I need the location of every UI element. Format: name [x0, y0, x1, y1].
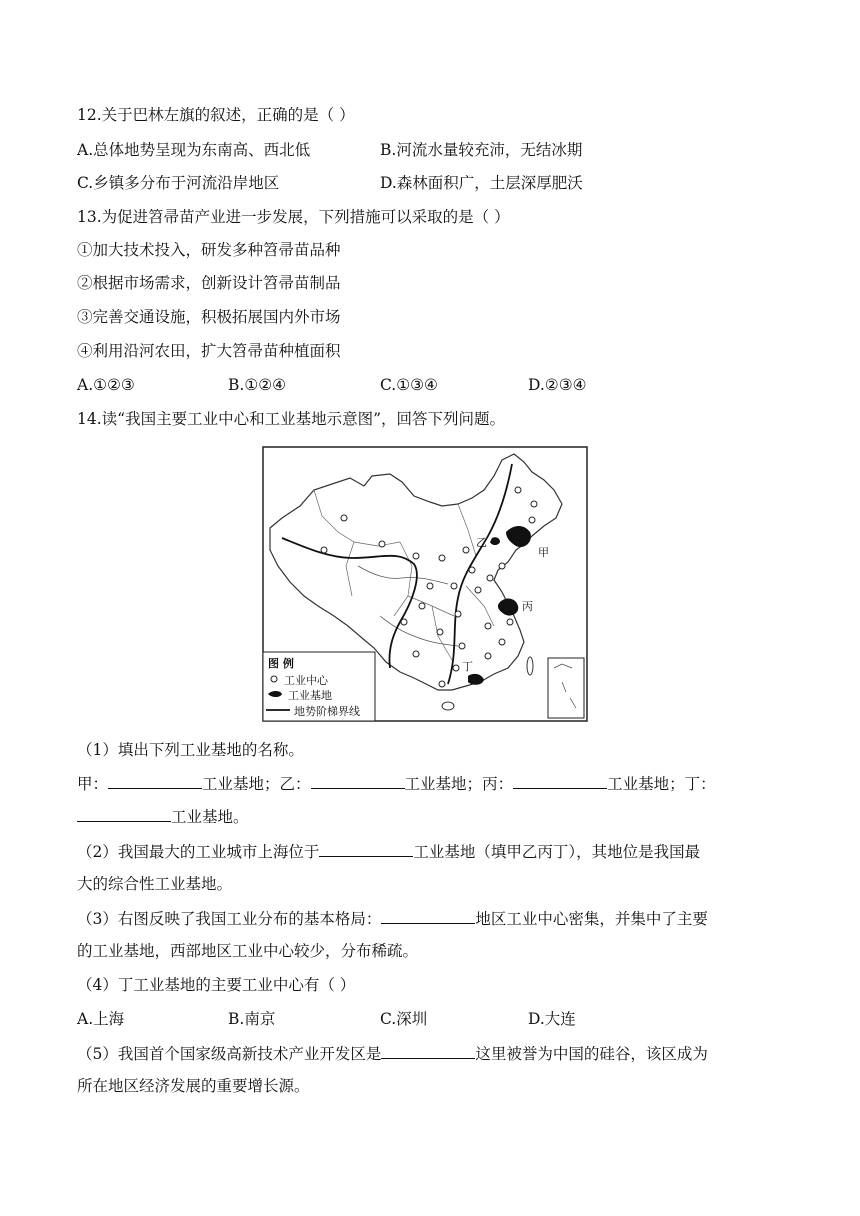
- q14-part1-line2: [77, 805, 249, 828]
- blank-bing[interactable]: [513, 772, 607, 789]
- text-base-1: 工业基地；: [202, 775, 280, 793]
- q12-option-b: B.河流水量较充沛，无结冰期: [380, 141, 583, 159]
- map-label-jia: 甲: [538, 546, 549, 559]
- q14-part3-line1: [77, 907, 708, 930]
- p5-text-b: 这里被誉为中国的硅谷，该区成为: [475, 1045, 708, 1063]
- q12-option-a: A.总体地势呈现为东南高、西北低: [77, 141, 311, 159]
- blank-jia[interactable]: [108, 772, 202, 789]
- legend-title: 图 例: [268, 657, 294, 670]
- q14-part1-line1: [77, 772, 716, 795]
- q13-item-4: ④利用沿河农田，扩大笤帚苗种植面积: [77, 342, 341, 360]
- p3-text-b: 地区工业中心密集，并集中了主要: [475, 910, 708, 928]
- text-base-3: 工业基地；: [607, 775, 685, 793]
- q13-option-a: A.①②③: [77, 376, 135, 394]
- industry-map-figure: [262, 446, 588, 722]
- q14-part4: （4）丁工业基地的主要工业中心有（ ）: [77, 976, 356, 994]
- blank-shanghai-base[interactable]: [319, 840, 413, 857]
- text-base-2: 工业基地；: [404, 775, 483, 793]
- q14-part1-title: （1）填出下列工业基地的名称。: [77, 741, 304, 759]
- p2-text-b: 工业基地（填甲乙丙丁），其地位是我国最: [413, 843, 701, 861]
- blank-yi[interactable]: [311, 772, 405, 789]
- q14-p4-option-a: A.上海: [77, 1010, 125, 1028]
- q13-item-1: ①加大技术投入，研发多种笤帚苗品种: [77, 241, 341, 259]
- p3-text-a: （3）右图反映了我国工业分布的基本格局：: [77, 910, 382, 928]
- q12-option-d: D.森林面积广，土层深厚肥沃: [380, 174, 583, 192]
- q13-stem: 13.为促进笤帚苗产业进一步发展，下列措施可以采取的是（ ）: [77, 208, 510, 226]
- q14-p4-option-d: D.大连: [528, 1010, 576, 1028]
- blank-region[interactable]: [381, 907, 475, 924]
- q13-item-3: ③完善交通设施，积极拓展国内外市场: [77, 308, 341, 326]
- map-label-ding: 丁: [462, 660, 473, 673]
- q14-part5-line1: [77, 1042, 708, 1065]
- legend-industrial-center: 工业中心: [284, 674, 328, 687]
- legend-terrain-step-line: 地势阶梯界线: [294, 705, 360, 718]
- p2-text-a: （2）我国最大的工业城市上海位于: [77, 843, 320, 861]
- legend-industrial-base: 工业基地: [288, 689, 332, 702]
- label-ding: 丁：: [684, 775, 716, 793]
- q14-stem: 14.读“我国主要工业中心和工业基地示意图”，回答下列问题。: [77, 410, 506, 428]
- label-jia: 甲：: [77, 775, 109, 793]
- q13-option-b: B.①②④: [228, 376, 287, 394]
- q12-option-c: C.乡镇多分布于河流沿岸地区: [77, 174, 280, 192]
- blank-hitech-zone[interactable]: [381, 1042, 475, 1059]
- q14-part2-line2: 大的综合性工业基地。: [77, 875, 233, 893]
- q13-item-2: ②根据市场需求，创新设计笤帚苗制品: [77, 274, 341, 292]
- label-bing: 丙：: [482, 775, 514, 793]
- q13-option-d: D.②③④: [528, 376, 587, 394]
- map-label-bing: 丙: [522, 600, 533, 613]
- map-label-yi: 乙: [476, 536, 487, 549]
- q14-part2-line1: [77, 840, 700, 863]
- text-base-end: 工业基地。: [171, 808, 249, 826]
- q14-p4-option-c: C.深圳: [380, 1010, 428, 1028]
- q12-stem: 12.关于巴林左旗的叙述，正确的是（ ）: [77, 106, 355, 124]
- q14-part5-line2: 所在地区经济发展的重要增长源。: [77, 1077, 310, 1095]
- p5-text-a: （5）我国首个国家级高新技术产业开发区是: [77, 1045, 382, 1063]
- label-yi: 乙：: [279, 775, 311, 793]
- q14-p4-option-b: B.南京: [228, 1010, 276, 1028]
- blank-ding[interactable]: [77, 805, 171, 822]
- q13-option-c: C.①③④: [380, 376, 438, 394]
- q14-part3-line2: 的工业基地，西部地区工业中心较少，分布稀疏。: [77, 942, 419, 960]
